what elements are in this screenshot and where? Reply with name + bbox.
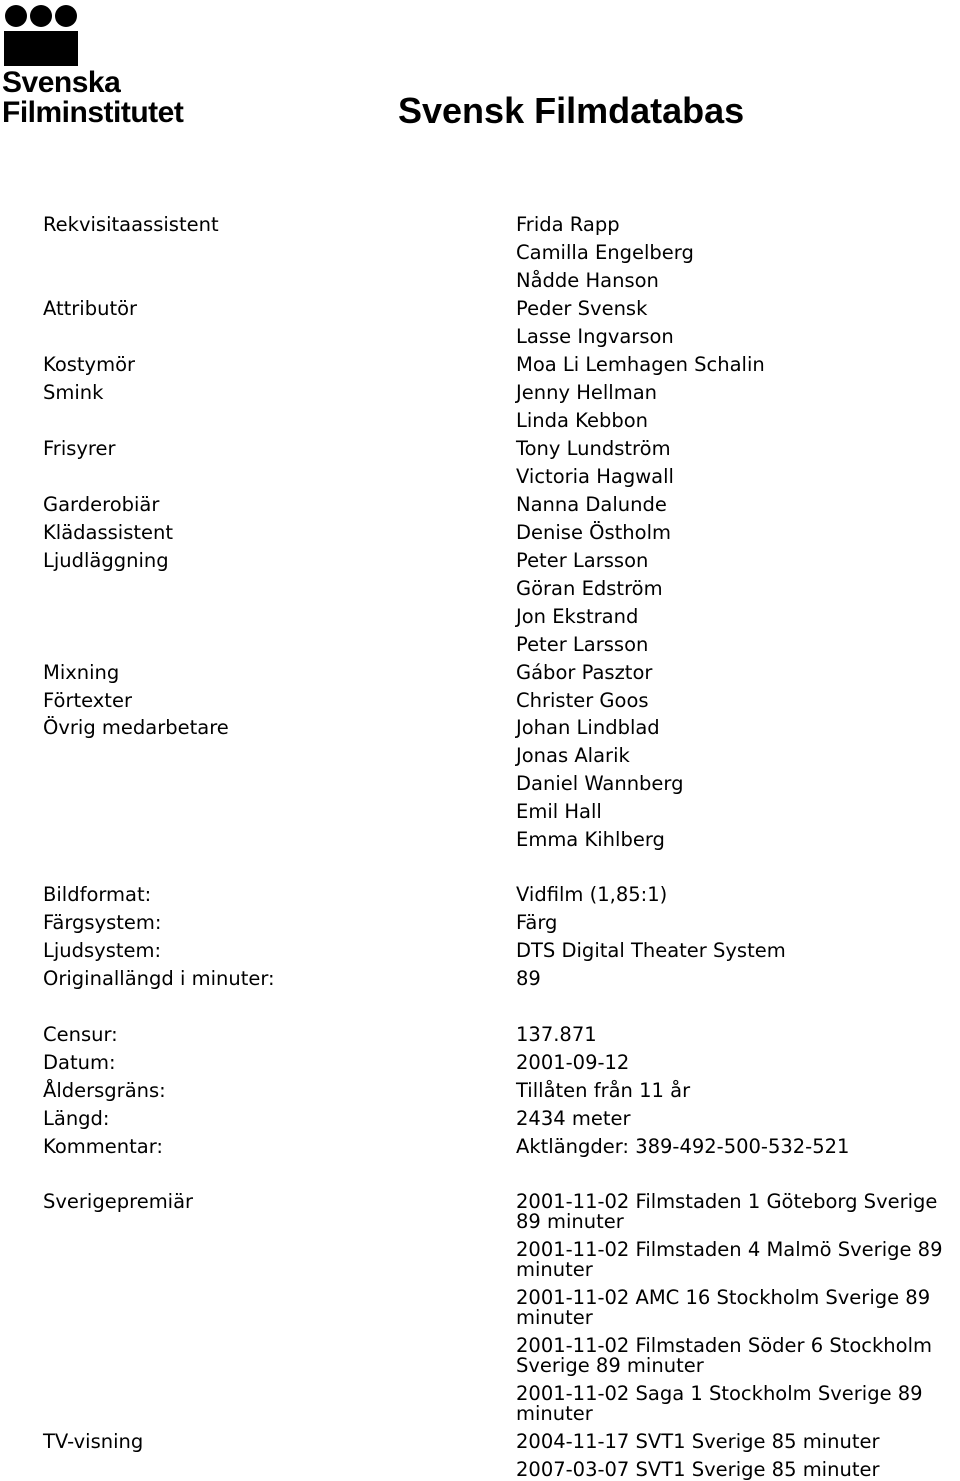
logo-dot [30,5,52,27]
field-value: Christer Goos [516,689,649,712]
field-value: Moa Li Lemhagen Schalin [516,353,765,376]
field-value: 89 [516,967,541,990]
page-title: Svensk Filmdatabas [398,90,745,131]
field-value: Jonas Alarik [516,744,630,767]
field-value: 137.871 [516,1023,597,1046]
field-value: Emil Hall [516,800,602,823]
field-label: Garderobiär [43,493,160,516]
field-label: Åldersgräns: [43,1079,166,1102]
field-value: Gábor Pasztor [516,661,653,684]
logo-dot [55,5,77,27]
field-label: Rekvisitaassistent [43,213,219,236]
field-value: Nådde Hanson [516,269,659,292]
field-value: Nanna Dalunde [516,493,667,516]
field-value: Peter Larsson [516,633,649,656]
field-value: Lasse Ingvarson [516,325,674,348]
field-value: Aktlängder: 389-492-500-532-521 [516,1135,850,1158]
field-value: Johan Lindblad [516,716,660,739]
field-label: Censur: [43,1023,118,1046]
field-value: 2001-11-02 Filmstaden 1 Göteborg Sverige 89 minuter [516,1190,938,1233]
field-label: Bildformat: [43,883,152,906]
field-label: Klädassistent [43,521,174,544]
field-label: Övrig medarbetare [43,716,229,739]
field-label: Ljudsystem: [43,939,162,962]
field-label: Attributör [43,297,138,320]
field-label: Förtexter [43,689,132,712]
field-value: Emma Kihlberg [516,828,665,851]
logo-dot [5,5,27,27]
field-label: TV-visning [43,1430,144,1453]
field-label: Kostymör [43,353,136,376]
field-value: 2434 meter [516,1107,631,1130]
field-value: Vidfilm (1,85:1) [516,883,668,906]
field-value: Daniel Wannberg [516,772,684,795]
field-value: Camilla Engelberg [516,241,694,264]
field-value: Jon Ekstrand [516,605,639,628]
field-value: Denise Östholm [516,521,672,544]
field-value: Peter Larsson [516,549,649,572]
field-value: Göran Edström [516,577,663,600]
field-value: Linda Kebbon [516,409,649,432]
logo-block [4,31,78,66]
field-value: Tillåten från 11 år [516,1079,691,1102]
field-label: Sverigepremiär [43,1190,194,1213]
svenska-filminstitutet-logo [2,2,212,132]
field-value: 2001-11-02 Saga 1 Stockholm Sverige 89 minuter [516,1382,923,1425]
field-value: Jenny Hellman [516,381,658,404]
field-label: Datum: [43,1051,116,1074]
field-value: 2001-09-12 [516,1051,630,1074]
logo-line-1: Svenska [2,66,121,99]
field-label: Originallängd i minuter: [43,967,275,990]
field-label: Färgsystem: [43,911,162,934]
field-label: Smink [43,381,104,404]
field-value: Victoria Hagwall [516,465,674,488]
field-label: Ljudläggning [43,549,169,572]
field-value: DTS Digital Theater System [516,939,786,962]
field-value: 2001-11-02 Filmstaden Söder 6 Stockholm Sverige 89 minuter [516,1334,933,1377]
field-label: Mixning [43,661,120,684]
field-value: Färg [516,911,558,934]
field-value: 2004-11-17 SVT1 Sverige 85 minuter [516,1430,880,1453]
field-value: 2007-03-07 SVT1 Sverige 85 minuter [516,1458,880,1481]
field-value: Frida Rapp [516,213,620,236]
field-value: Peder Svensk [516,297,648,320]
field-value: 2001-11-02 AMC 16 Stockholm Sverige 89 minuter [516,1286,931,1329]
logo-line-2: Filminstitutet [2,96,184,129]
field-value: Tony Lundström [516,437,671,460]
field-label: Frisyrer [43,437,116,460]
field-label: Längd: [43,1107,110,1130]
field-label: Kommentar: [43,1135,163,1158]
field-value: 2001-11-02 Filmstaden 4 Malmö Sverige 89 minuter [516,1238,943,1281]
